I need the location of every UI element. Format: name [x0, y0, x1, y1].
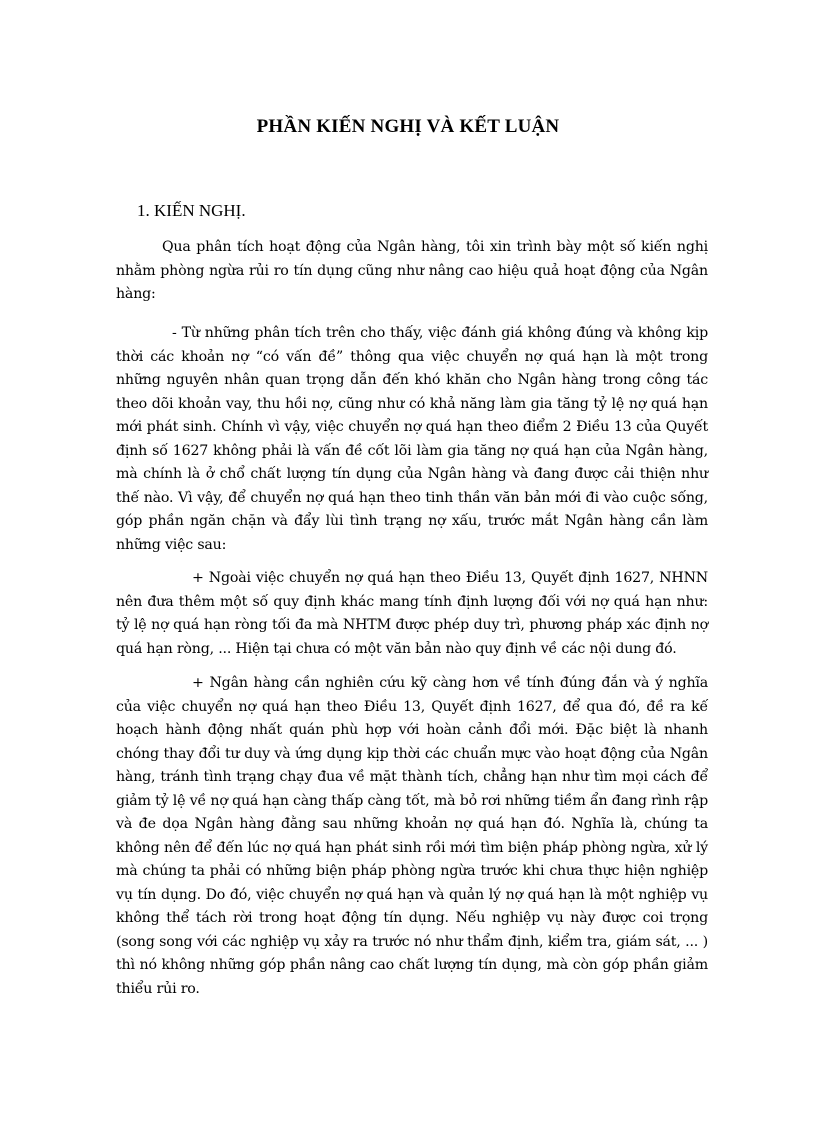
section-heading: 1. KIẾN NGHỊ.	[137, 201, 246, 220]
paragraph-analysis: - Từ những phân tích trên cho thấy, việc đánh giá không đúng và không kịp thời các khoản nợ “có vấn đề” thông qua việc chuyển nợ quá hạn là một trong những nguyên nhân quan trọng dẫn đến khó khăn cho Ngân hàng trong công tác theo dõi khoản vay, thu hồi nợ, cũng như có khả năng làm gia tăng tỷ lệ nợ quá hạn mới phát sinh. Chính vì vậy, việc chuyển nợ quá hạn theo điểm 2 Điều 13 của Quyết định số 1627 không phải là vấn đề cốt lõi làm gia tăng nợ quá hạn của Ngân hàng, mà chính là ở chổ chất lượng tín dụng của Ngân hàng và đang được cải thiện như thế nào. Vì vậy, để chuyển nợ quá hạn theo tinh thần văn bản mới đi vào cuộc sống, góp phần ngăn chặn và đẩy lùi tình trạng nợ xấu, trước mắt Ngân hàng cần làm những việc sau:	[116, 325, 708, 553]
paragraph-intro: Qua phân tích hoạt động của Ngân hàng, tôi xin trình bày một số kiến nghị nhằm phòng ngừa rủi ro tín dụng cũng như nâng cao hiệu quả hoạt động của Ngân hàng:	[116, 239, 708, 302]
paragraph-recommendation-1: + Ngoài việc chuyển nợ quá hạn theo Điều 13, Quyết định 1627, NHNN nên đưa thêm một số quy định khác mang tính định lượng đối với nợ quá hạn như: tỷ lệ nợ quá hạn ròng tối đa mà NHTM được phép duy trì, phương pháp xác định nợ quá hạn ròng, ... Hiện tại chưa có một văn bản nào quy định về các nội dung đó.	[116, 570, 708, 657]
paragraph-recommendation-2: + Ngân hàng cần nghiên cứu kỹ càng hơn về tính đúng đắn và ý nghĩa của việc chuyển nợ quá hạn theo Điều 13, Quyết định 1627, để qua đó, đề ra kế hoạch hành động nhất quán phù hợp với hoàn cảnh đổi mới. Đặc biệt là nhanh chóng thay đổi tư duy và ứng dụng kịp thời các chuẩn mực vào hoạt động của Ngân hàng, tránh tình trạng chạy đua về mặt thành tích, chẳng hạn như tìm mọi cách để giảm tỷ lệ về nợ quá hạn càng thấp càng tốt, mà bỏ rơi những tiềm ẩn đang rình rập và đe dọa Ngân hàng đằng sau những khoản nợ quá hạn đó. Nghĩa là, chúng ta không nên để đến lúc nợ quá hạn phát sinh rồi mới tìm biện pháp phòng ngừa, xử lý mà chúng ta phải có những biện pháp phòng ngừa trước khi chưa thực hiện nghiệp vụ tín dụng. Do đó, việc chuyển nợ quá hạn và quản lý nợ quá hạn là một nghiệp vụ không thể tách rời trong hoạt động tín dụng. Nếu nghiệp vụ này được coi trọng (song song với các nghiệp vụ xảy ra trước nó như thẩm định, kiểm tra, giám sát, ... ) thì nó không những góp phần nâng cao chất lượng tín dụng, mà còn góp phần giảm thiểu rủi ro.	[116, 675, 708, 997]
page-title: PHẦN KIẾN NGHỊ VÀ KẾT LUẬN	[256, 116, 560, 137]
